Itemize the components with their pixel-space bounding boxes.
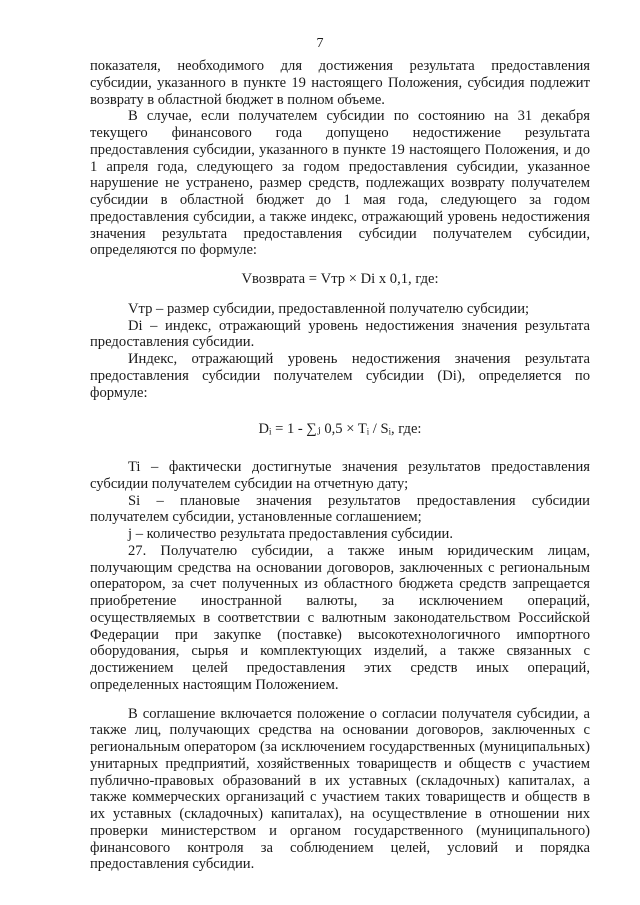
paragraph-index-formula-intro: Индекс, отражающий уровень недостижения значения результата предоставления субсидии получателем субсидии (Di), определяется по формуле: <box>90 351 590 401</box>
definition-ti: Ti – фактически достигнутые значения результатов предоставления субсидии получателем субсидии на отчетную дату; <box>90 459 590 492</box>
formula-index-di: Dᵢ = 1 - ∑ⱼ 0,5 × Tᵢ / Sᵢ, где: <box>258 421 422 438</box>
paragraph-spacer <box>90 694 590 706</box>
definition-si: Si – плановые значения результатов предоставления субсидии получателем субсидии, установленные соглашением; <box>90 492 590 526</box>
definition-vtr: Vтр – размер субсидии, предоставленной получателю субсидии; <box>128 300 530 317</box>
definition-j: j – количество результата предоставления субсидии. <box>128 526 453 542</box>
paragraph-continuation: показателя, необходимого для достижения результата предоставления субсидии, указанного в пункте 19 настоящего Положения, субсидия подлежит возврату в областной бюджет в полном объеме. <box>90 58 590 108</box>
document-body <box>90 58 590 873</box>
definition-di: Di – индекс, отражающий уровень недостижения значения результата предоставления субсидии. <box>90 317 590 351</box>
paragraph-clause-27: 27. Получателю субсидии, а также иным юридическим лицам, получающим средства на основании договоров, заключенных с региональным оператором, за счет полученных из областного бюджета средств запрещается приобретение иностранной валюты, за исключением операций, осуществляемых в соответствии с валютным законодательством Российской Федерации при закупке (поставке) высокотехнологичного импортного оборудования, сырья и комплектующих изделий, а также связанных с достижением целей предоставления этих средств иных операций, определенных настоящим Положением. <box>90 542 590 693</box>
paragraph-agreement-consent: В соглашение включается положение о согласии получателя субсидии, а также лиц, получающих средства на основании договоров, заключенных с региональным оператором (за исключением государственных (муниципальных) унитарных предприятий, хозяйственных товариществ и обществ с участием публично-правовых образований в их уставных (складочных) капиталах, а также коммерческих организаций с участием таких товариществ и обществ в их уставных (складочных) капиталах), на осуществление в отношении них проверки министерством и органом государственного (муниципального) финансового контроля за соблюдением целей, условий и порядка предоставления субсидии. <box>90 705 590 873</box>
formula-refund-amount: Vвозврата = Vтр × Di x 0,1, где: <box>241 271 439 287</box>
paragraph-refund-condition: В случае, если получателем субсидии по состоянию на 31 декабря текущего финансового года допущено недостижение результата предоставления субсидии, указанного в пункте 19 настоящего Положения, и до 1 апреля года, следующего за годом предоставления субсидии, указанное нарушение не устранено, размер средств, подлежащих возврату получателем субсидии в областной бюджет до 1 мая года, следующего за годом предоставления субсидии, а также индекс, отражающий уровень недостижения значения результата предоставления субсидии получателем субсидии, определяются по формуле: <box>90 108 590 259</box>
page-number: 7 <box>316 36 324 51</box>
